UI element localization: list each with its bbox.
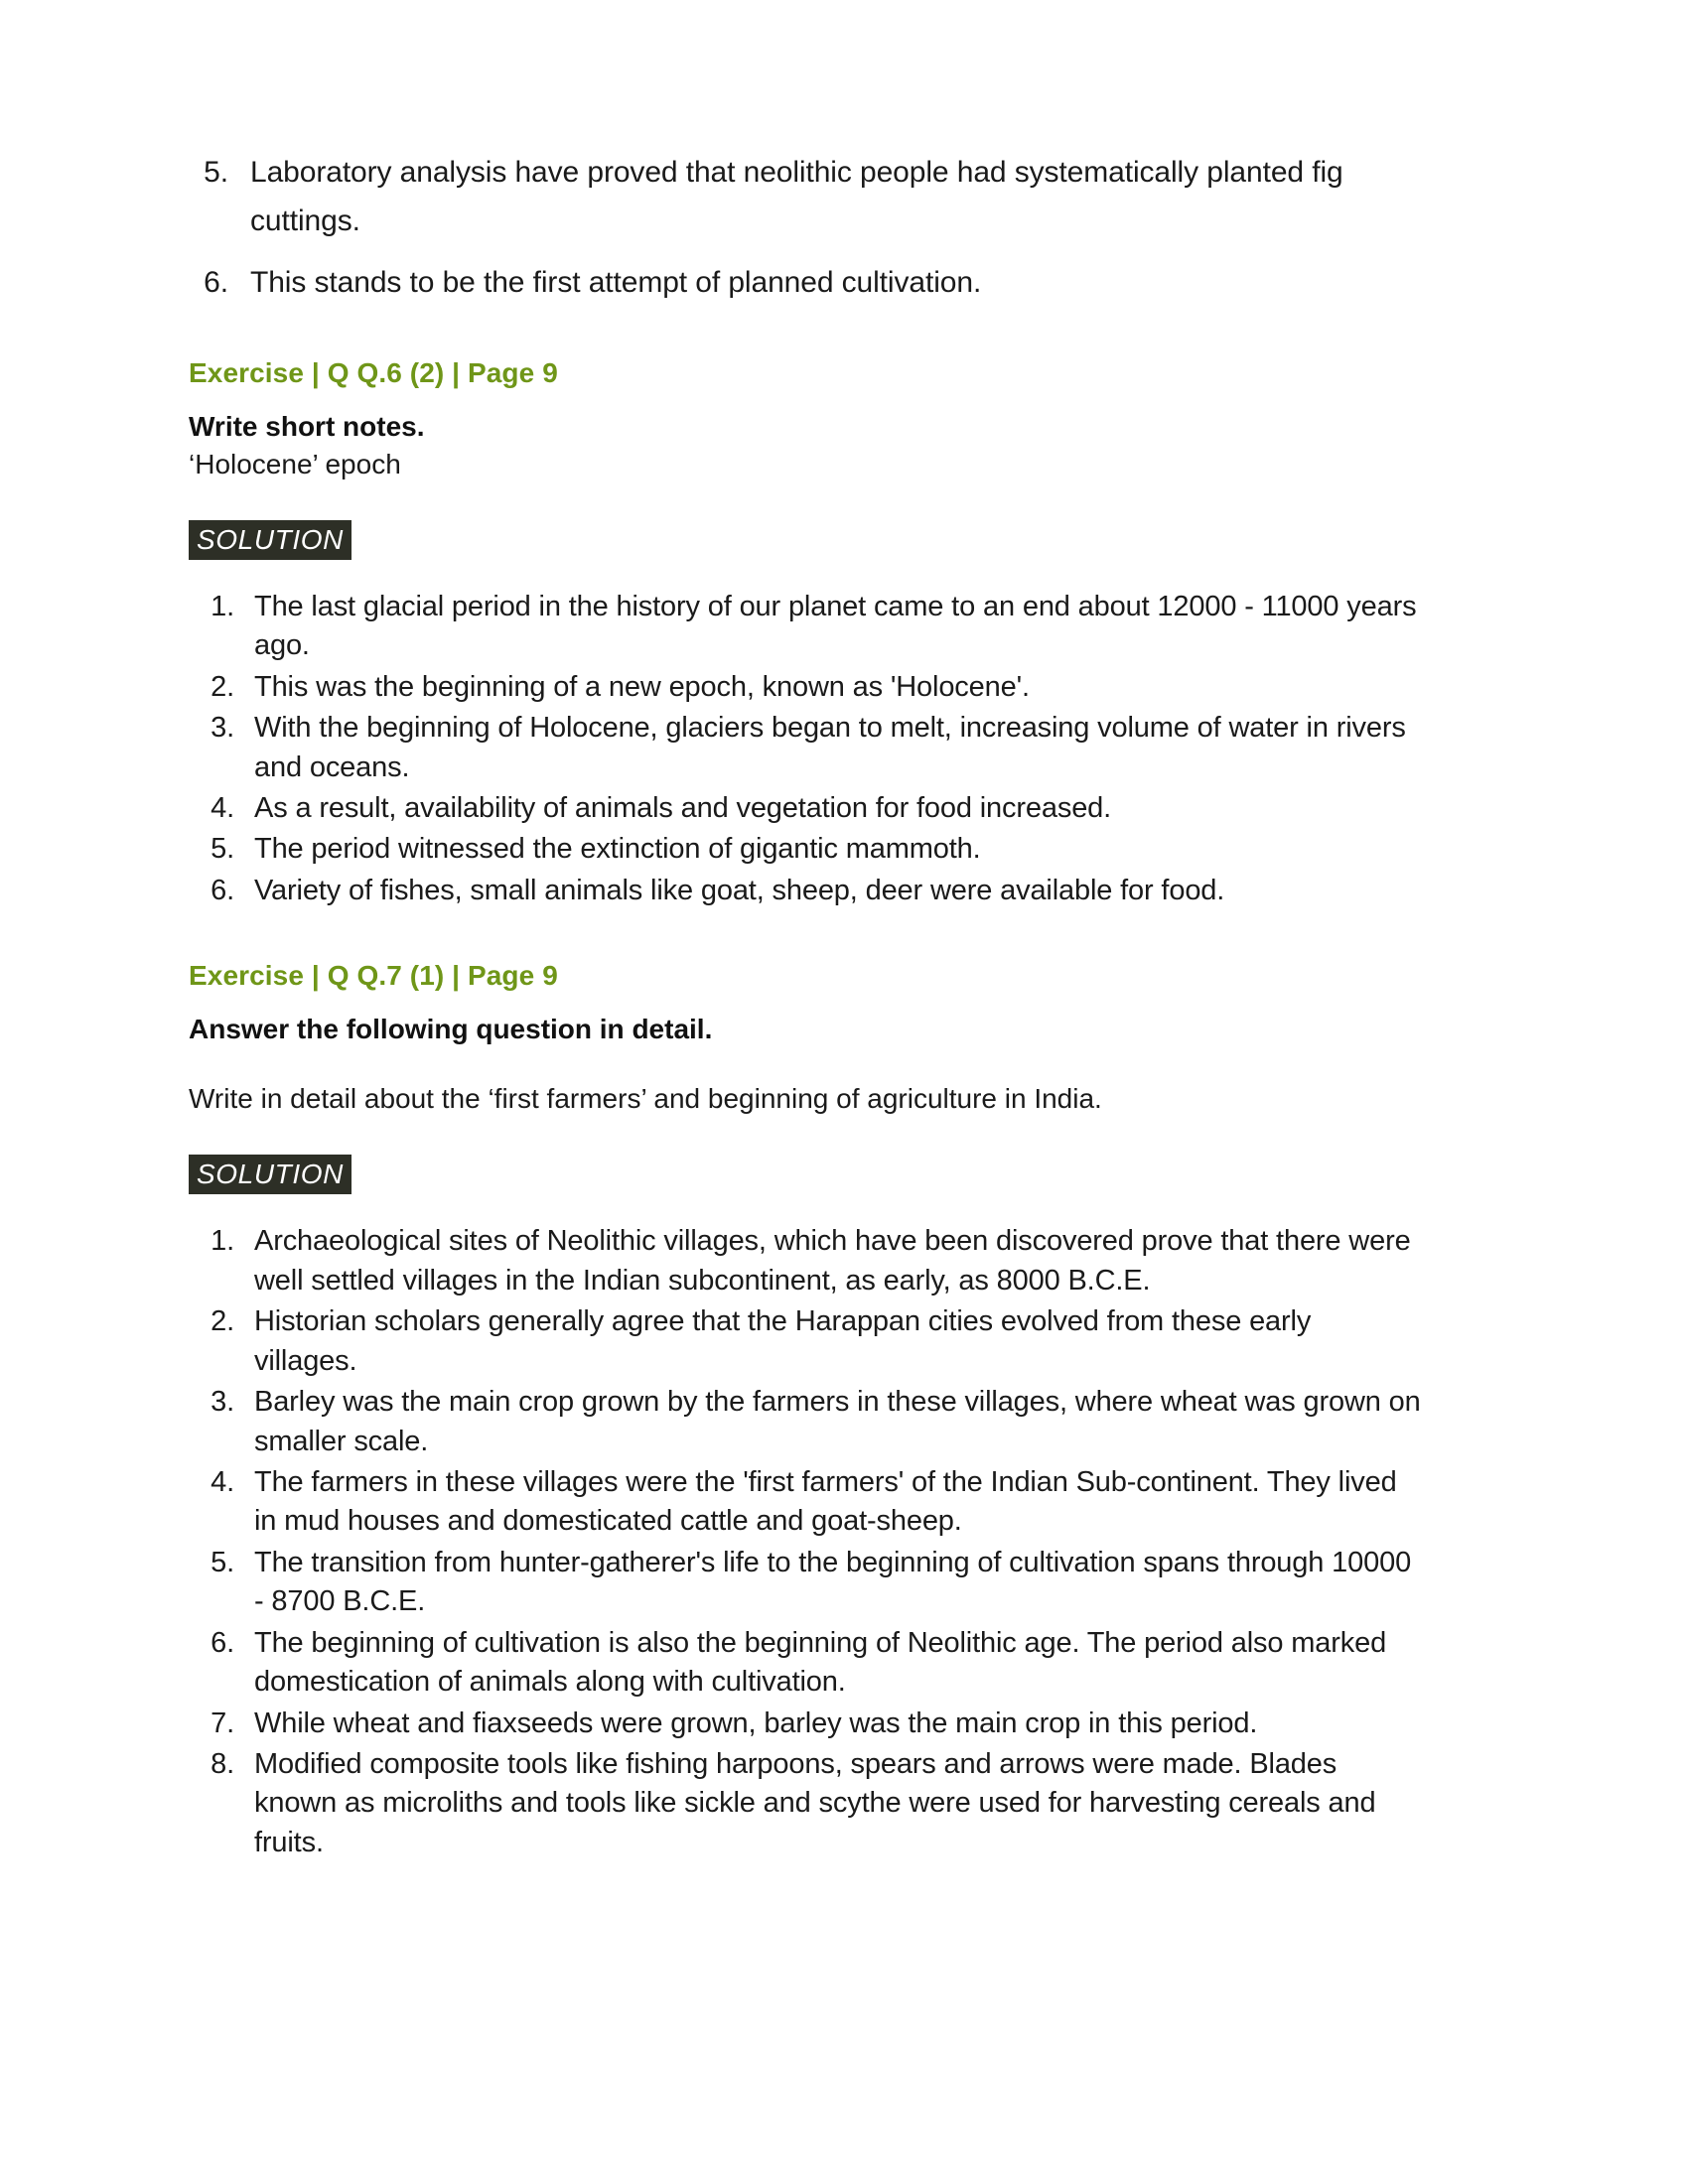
solution-badge-wrap — [189, 1155, 1509, 1194]
list-item-number: 1. — [211, 1225, 234, 1258]
list-item — [189, 1383, 1509, 1461]
list-item — [189, 830, 1509, 869]
list-item — [189, 668, 1509, 707]
list-item-number: 6. — [211, 1626, 234, 1659]
list-item-number: 6. — [211, 874, 234, 906]
solution-badge: SOLUTION — [189, 520, 352, 560]
list-item-number: 2. — [211, 670, 234, 703]
question-prompt-text: Write in detail about the ‘first farmers’ and beginning of agriculture in India. — [189, 1083, 1102, 1115]
list-item-number: 4. — [211, 792, 234, 824]
list-item-text: The last glacial period in the history of our planet came to an end about 12000 - 11000 years ago. — [254, 590, 1417, 662]
answer-list-q6 — [189, 588, 1509, 911]
answer-list-q7 — [189, 1222, 1509, 1862]
list-item-text: Historian scholars generally agree that the Harappan cities evolved from these early villages. — [254, 1305, 1312, 1377]
list-item-number: 3. — [211, 712, 234, 745]
list-item-text: As a result, availability of animals and vegetation for food increased. — [254, 792, 1112, 824]
list-item-text: Variety of fishes, small animals like goat, sheep, deer were available for food. — [254, 874, 1225, 906]
list-item-text: Barley was the main crop grown by the farmers in these villages, where wheat was grown on smaller scale. — [254, 1386, 1421, 1457]
list-item-text: Laboratory analysis have proved that neolithic people had systematically planted fig cuttings. — [250, 156, 1343, 237]
list-item-text: This was the beginning of a new epoch, known as 'Holocene'. — [254, 670, 1030, 703]
list-item-text: With the beginning of Holocene, glaciers began to melt, increasing volume of water in rivers and oceans. — [254, 712, 1406, 783]
list-item — [189, 872, 1509, 910]
list-item-text: The farmers in these villages were the 'first farmers' of the Indian Sub-continent. They lived in mud houses and domesticated cattle and goat-sheep. — [254, 1465, 1397, 1538]
list-item-text: The transition from hunter-gatherer's life to the beginning of cultivation spans through 10000 - 8700 B.C.E. — [254, 1546, 1412, 1618]
solution-badge: SOLUTION — [189, 1155, 352, 1194]
list-item-text: This stands to be the first attempt of planned cultivation. — [250, 266, 982, 300]
exercise-heading-q7[interactable]: Exercise | Q Q.7 (1) | Page 9 — [189, 960, 558, 992]
question-prompt-subtitle: ‘Holocene’ epoch — [189, 448, 401, 479]
list-item — [189, 1463, 1509, 1542]
list-item-number: 7. — [211, 1706, 234, 1739]
list-item — [189, 588, 1509, 666]
list-item-text: Archaeological sites of Neolithic villages, which have been discovered prove that there were well settled villages in the Indian subcontinent, as early, as 8000 B.C.E. — [254, 1225, 1411, 1297]
list-item-number: 5. — [204, 156, 228, 189]
section-q7 — [189, 960, 1509, 1862]
list-item-number: 3. — [211, 1386, 234, 1419]
list-item — [189, 1745, 1509, 1862]
list-item-text: Modified composite tools like fishing harpoons, spears and arrows were made. Blades known as microliths and tools like sickle and scythe were used for harvesting cereals and fruits. — [254, 1748, 1376, 1858]
solution-badge-wrap — [189, 520, 1509, 560]
list-item-text: The period witnessed the extinction of gigantic mammoth. — [254, 833, 981, 866]
list-item-number: 5. — [211, 833, 234, 866]
list-item-number: 4. — [211, 1465, 234, 1498]
list-item-text: The beginning of cultivation is also the beginning of Neolithic age. The period also marked domestication of animals along with cultivation. — [254, 1626, 1387, 1699]
list-item-number: 5. — [211, 1546, 234, 1578]
list-item — [189, 149, 1509, 245]
continuation-list — [189, 149, 1509, 308]
list-item — [189, 789, 1509, 828]
list-item-text: While wheat and fiaxseeds were grown, barley was the main crop in this period. — [254, 1706, 1258, 1739]
exercise-heading-q6[interactable]: Exercise | Q Q.6 (2) | Page 9 — [189, 356, 558, 388]
section-q6 — [189, 357, 1509, 911]
list-item — [189, 259, 1509, 308]
list-item-number: 6. — [204, 266, 228, 300]
list-item-number: 8. — [211, 1748, 234, 1781]
list-item — [189, 709, 1509, 787]
question-prompt-bold: Answer the following question in detail. — [189, 1014, 713, 1045]
list-item — [189, 1544, 1509, 1622]
list-item — [189, 1222, 1509, 1300]
list-item — [189, 1302, 1509, 1381]
list-item-number: 1. — [211, 590, 234, 622]
list-item-number: 2. — [211, 1305, 234, 1338]
list-item — [189, 1705, 1509, 1743]
question-prompt-bold: Write short notes. — [189, 410, 425, 442]
list-item — [189, 1624, 1509, 1703]
